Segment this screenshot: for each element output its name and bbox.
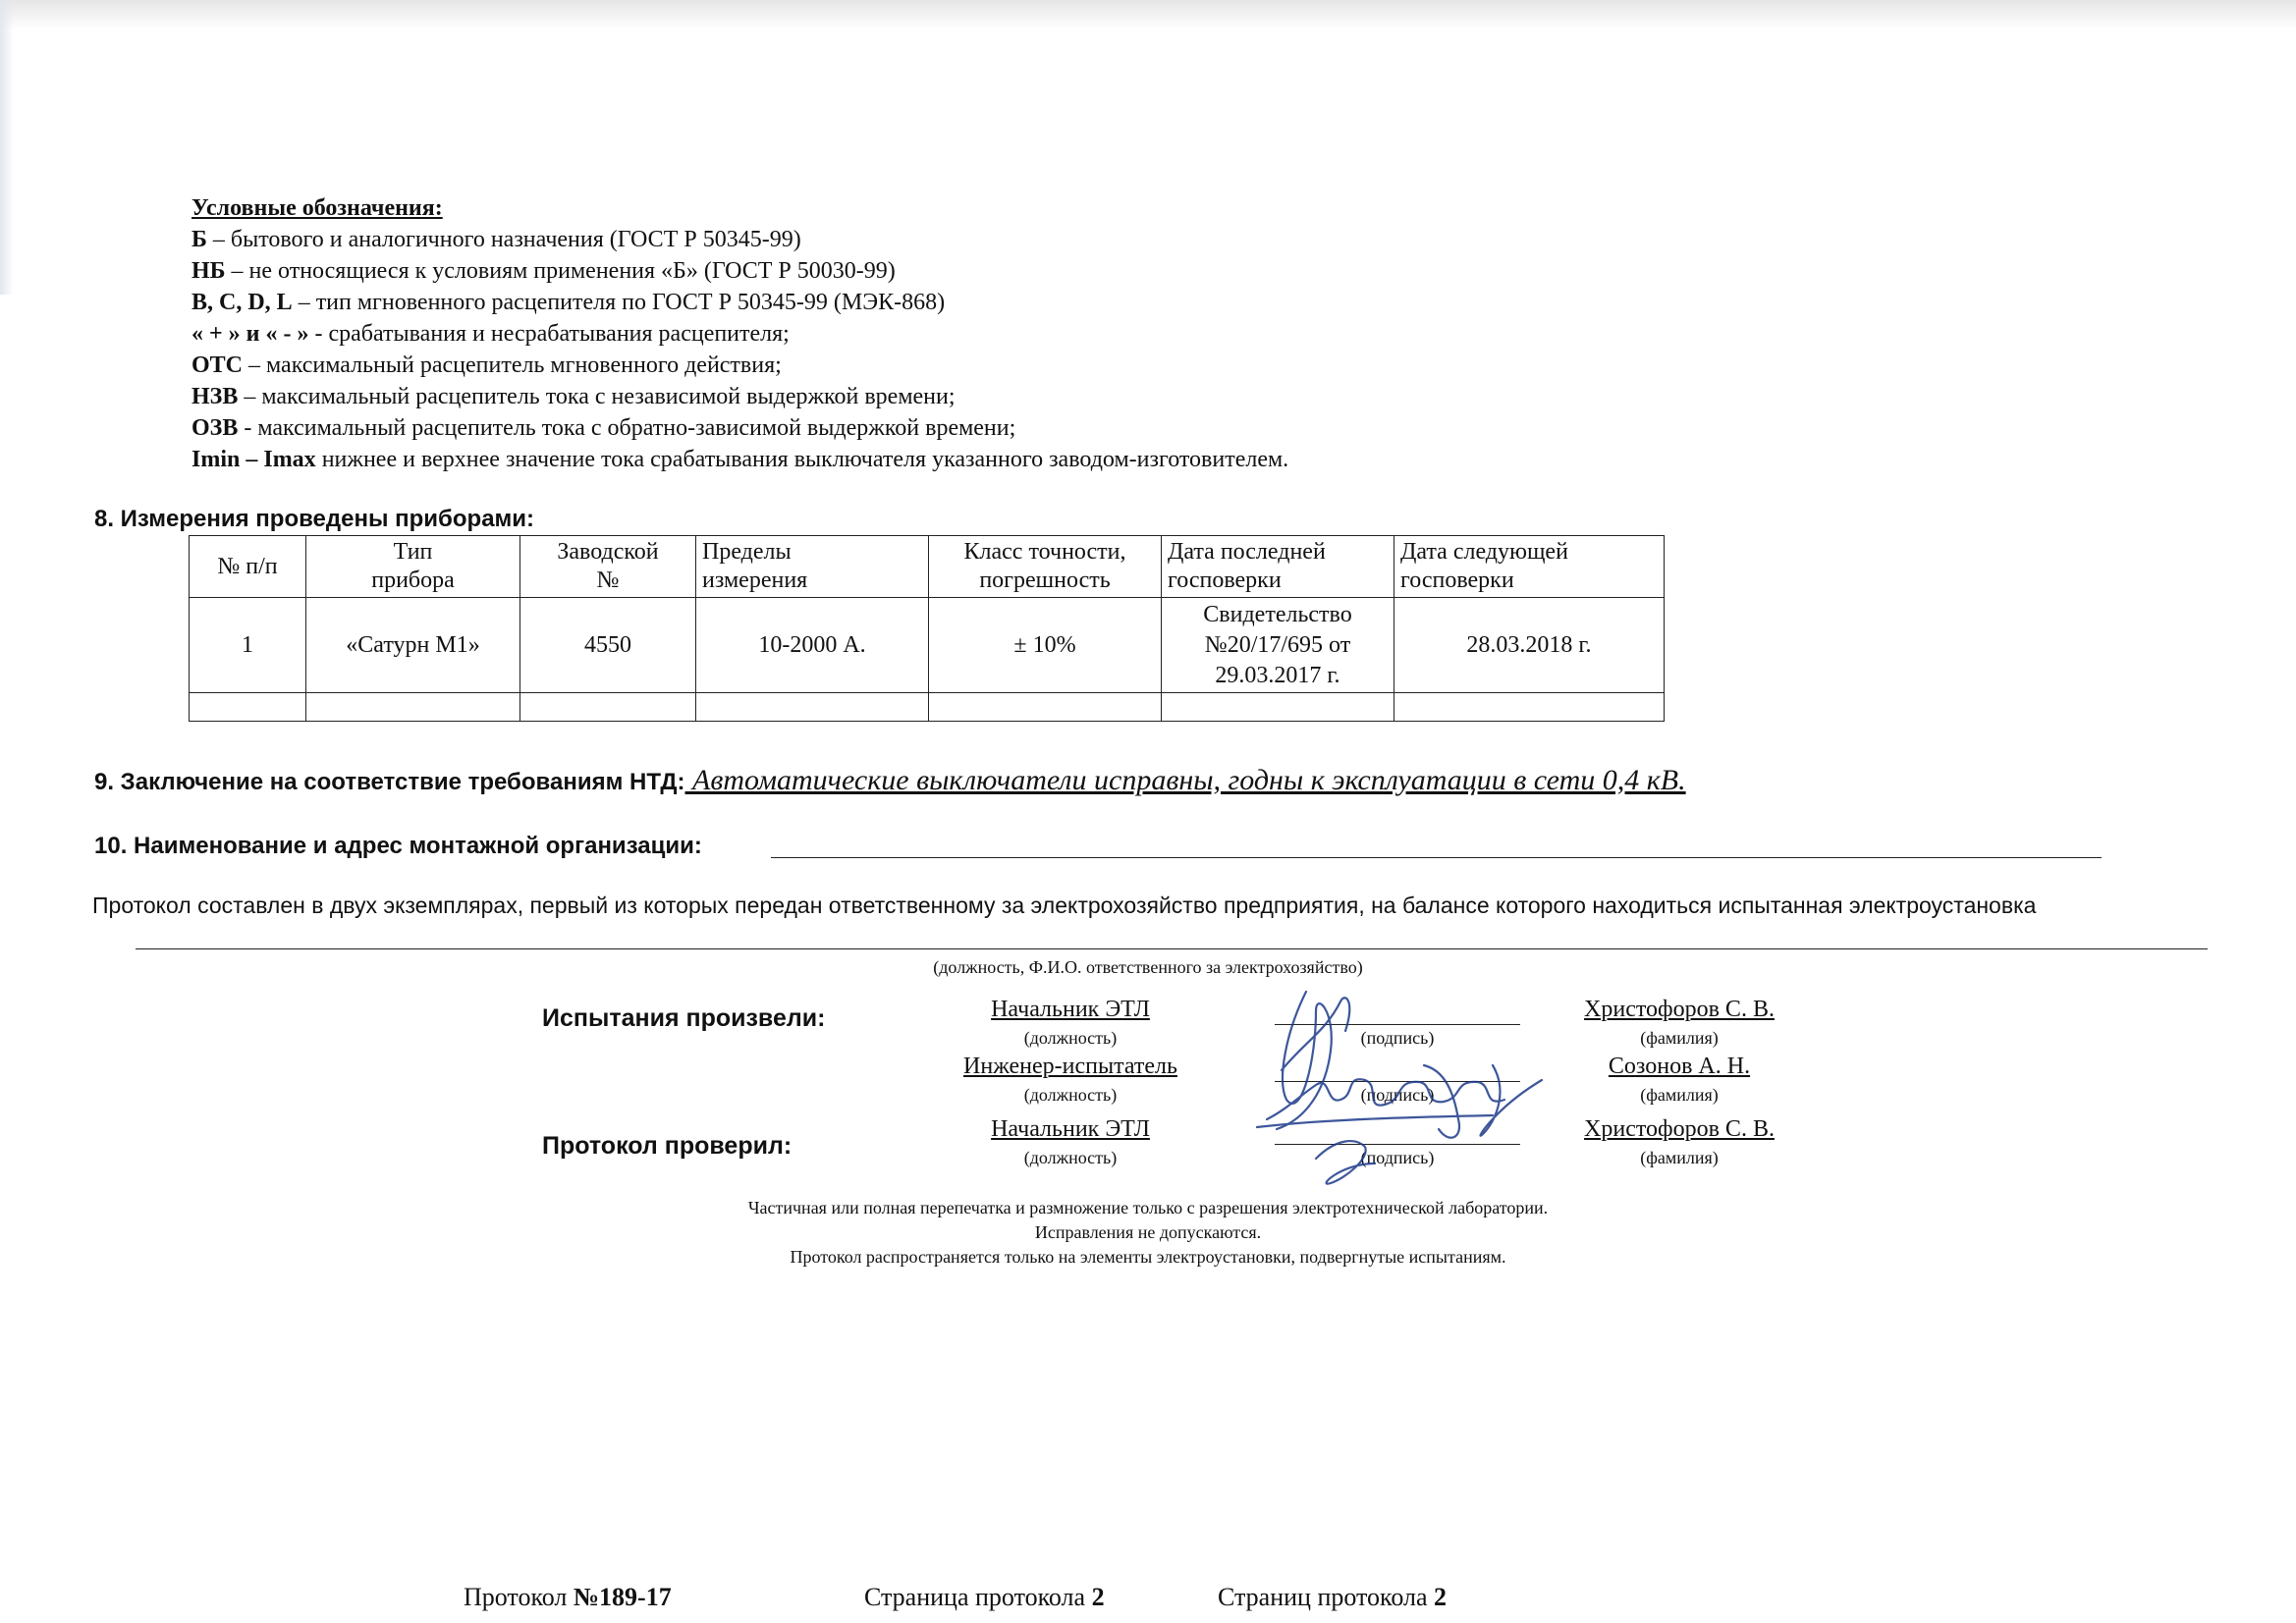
signer-position: Инженер-испытатель	[963, 1054, 1177, 1079]
legend-line: ОЗВ - максимальный расцепитель тока с обратно-зависимой выдержкой времени;	[191, 415, 1016, 441]
surname-caption: (фамилия)	[1640, 1085, 1719, 1105]
legend-line: Б – бытового и аналогичного назначения (ГОСТ Р 50345-99)	[191, 227, 801, 252]
table-header-row	[190, 536, 1665, 598]
note-line: Протокол распространяется только на элементы электроустановки, подвергнутые испытаниям.	[790, 1247, 1506, 1267]
col-header: Дата следующей госповерки	[1394, 536, 1665, 598]
legend-line: « + » и « - » - срабатывания и несрабатывания расцепителя;	[191, 321, 790, 347]
responsible-caption: (должность, Ф.И.О. ответственного за электрохозяйство)	[933, 957, 1363, 977]
surname-caption: (фамилия)	[1640, 1148, 1719, 1167]
section9-heading: 9. Заключение на соответствие требованиям НТД:	[94, 769, 685, 795]
position-caption: (должность)	[1023, 1028, 1118, 1048]
col-header: Дата последней госповерки	[1162, 536, 1394, 598]
cell-num: 1	[190, 598, 306, 693]
pages-number: 2	[1434, 1583, 1448, 1611]
cell-accuracy: ± 10%	[929, 598, 1162, 693]
protocol-note: Протокол составлен в двух экземплярах, первый из которых передан ответственному за электрохозяйство предприятия, на балансе которого находиться испытанная электроустановка	[92, 893, 2037, 918]
legend-line: В, C, D, L – тип мгновенного расцепителя по ГОСТ Р 50345-99 (МЭК-868)	[191, 290, 946, 315]
cell-type: «Сатурн М1»	[306, 598, 520, 693]
protocol-number: №189-17	[573, 1583, 672, 1611]
cell-serial: 4550	[520, 598, 696, 693]
handwritten-signature	[1247, 972, 1561, 1198]
cell-range: 10-2000 А.	[696, 598, 929, 693]
scan-shadow-top	[0, 0, 2296, 29]
section10-value-line	[771, 857, 2102, 858]
legend-line: ОТС – максимальный расцепитель мгновенного действия;	[191, 352, 782, 378]
section8-heading: 8. Измерения проведены приборами:	[94, 506, 535, 532]
section9-value: Автоматические выключатели исправны, годны к эксплуатации в сети 0,4 кВ.	[684, 764, 1686, 796]
surname-caption: (фамилия)	[1640, 1028, 1719, 1048]
section10-heading: 10. Наименование и адрес монтажной организации:	[94, 833, 702, 859]
legend-block	[191, 192, 1288, 475]
footer-pages-total: Страниц протокола 2	[1218, 1583, 1448, 1611]
instruments-table	[189, 535, 1665, 722]
col-header: № п/п	[190, 536, 306, 598]
page-number: 2	[1091, 1583, 1105, 1611]
signer-position: Начальник ЭТЛ	[991, 997, 1150, 1022]
col-header: Класс точности, погрешность	[929, 536, 1162, 598]
legend-title: Условные обозначения:	[191, 195, 443, 221]
legend-line: НЗВ – максимальный расцепитель тока с независимой выдержкой времени;	[191, 384, 956, 409]
col-header: Пределы измерения	[696, 536, 929, 598]
signer-position: Начальник ЭТЛ	[991, 1116, 1150, 1142]
table-row	[190, 693, 1665, 722]
note-line: Исправления не допускаются.	[1034, 1222, 1262, 1242]
checked-label: Протокол проверил:	[542, 1132, 793, 1160]
legend-line: НБ – не относящиеся к условиям применения «Б» (ГОСТ Р 50030-99)	[191, 258, 896, 284]
legend-line: Imin – Imax нижнее и верхнее значение тока срабатывания выключателя указанного заводом-изготовителем.	[191, 447, 1289, 472]
signature-caption: (подпись)	[1360, 1148, 1435, 1167]
footer-page: Страница протокола 2	[864, 1583, 1105, 1611]
signature-caption: (подпись)	[1360, 1028, 1435, 1048]
note-line: Частичная или полная перепечатка и размножение только с разрешения электротехнической лаборатории.	[747, 1198, 1549, 1217]
signature-caption: (подпись)	[1360, 1085, 1435, 1105]
tested-label: Испытания произвели:	[542, 1004, 826, 1032]
col-header: Тип прибора	[306, 536, 520, 598]
position-caption: (должность)	[1023, 1148, 1118, 1167]
cell-next-check: 28.03.2018 г.	[1394, 598, 1665, 693]
scan-shadow-left	[0, 0, 14, 295]
signer-name: Христофоров С. В.	[1584, 1116, 1775, 1142]
footer-protocol: Протокол №189-17	[464, 1583, 672, 1611]
cell-last-check: Свидетельство №20/17/695 от 29.03.2017 г.	[1162, 598, 1394, 693]
section9	[94, 764, 1686, 797]
table-row	[190, 598, 1665, 693]
responsible-line	[136, 948, 2208, 949]
signer-name: Христофоров С. В.	[1584, 997, 1775, 1022]
signer-name: Созонов А. Н.	[1608, 1054, 1751, 1079]
position-caption: (должность)	[1023, 1085, 1118, 1105]
col-header: Заводской №	[520, 536, 696, 598]
